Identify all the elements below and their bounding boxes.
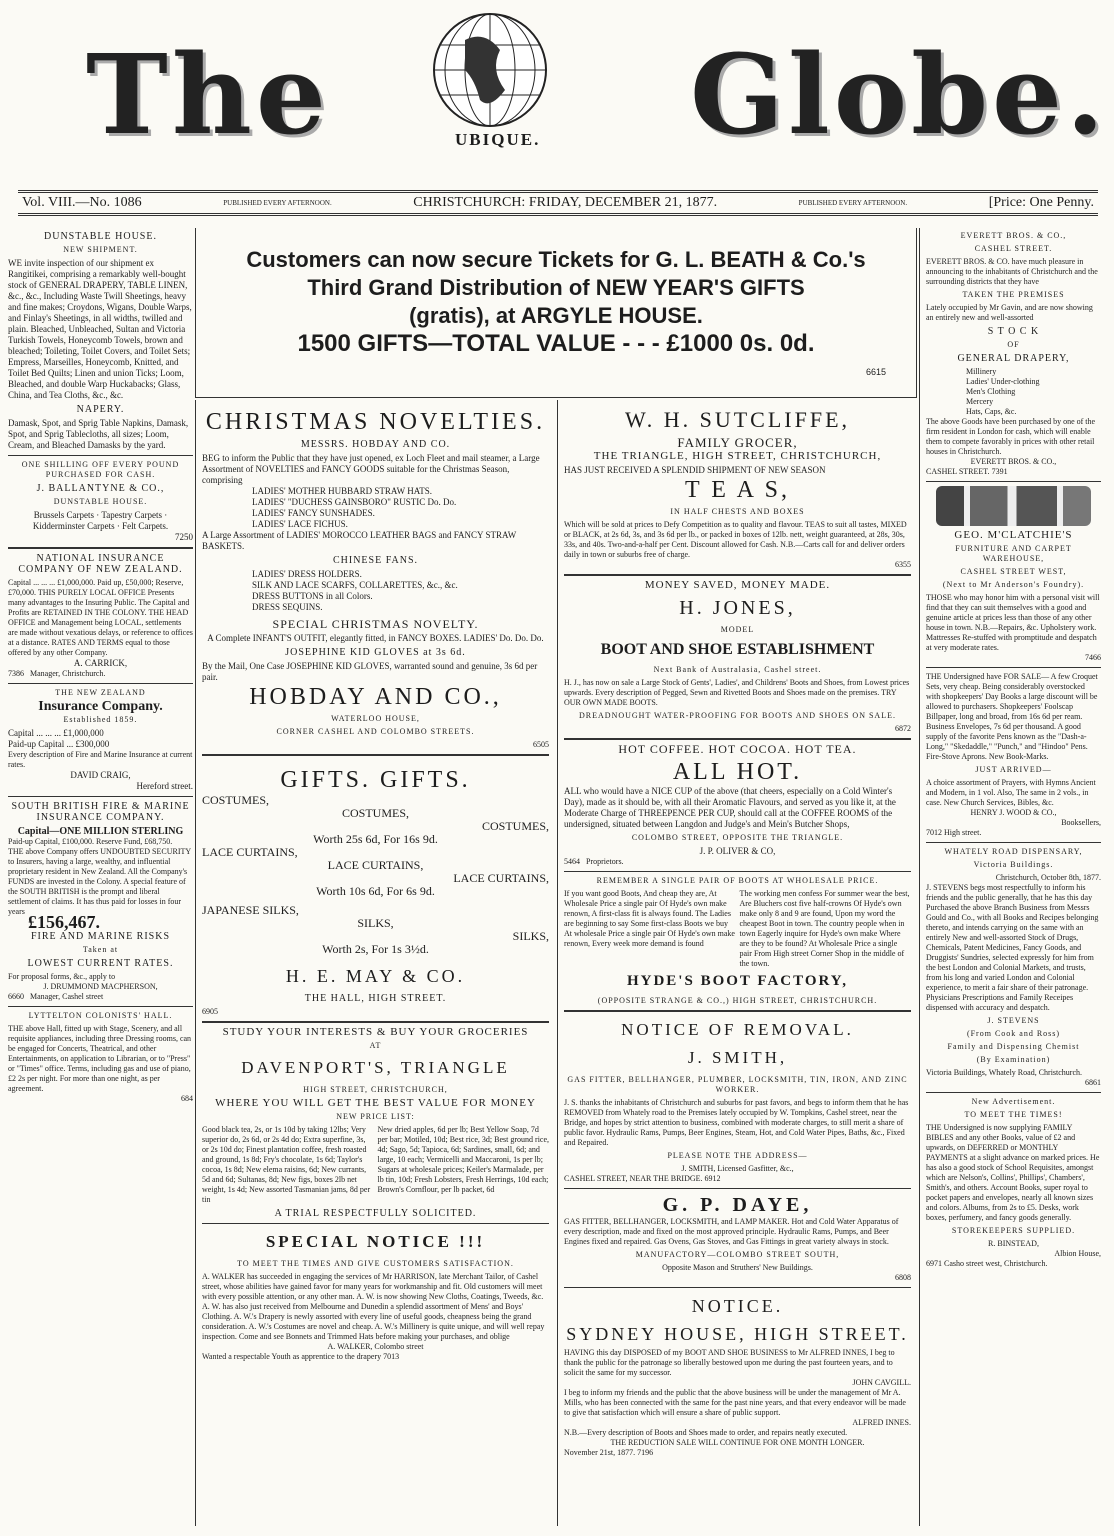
furniture-illustration (936, 486, 1091, 526)
nic-sign: A. CARRICK, (73, 658, 128, 668)
column-4 (919, 228, 1107, 1526)
smith-name: J. SMITH, (687, 1048, 788, 1067)
sb-ref: 6660 (8, 992, 24, 1001)
lyttelton-body: THE above Hall, fitted up with Stage, Scenery, and all requisite appliances, including three Dressing rooms, can be engaged for Concerts, Theatrical, and other Entertainments, on application to Librarian, or to "Press" or "Times" office. Terms, including gas and use of piano, £2 2s per night. For more than one night, as per agreement. (8, 1024, 192, 1093)
lace-2: LACE CURTAINS, (327, 858, 424, 872)
daye-body: GAS FITTER, BELLHANGER, LOCKSMITH, and LAMP MAKER. Hot and Cold Water Apparatus of every description, made and fixed on the most approved principle. Hydraulic Rams, Pumps, and Beer Engines fixed and repaired. Gas Ovens, Gas Stoves, and Gas Fittings in great variety always in stock. (564, 1217, 899, 1246)
xmas-title: CHRISTMAS NOVELTIES. (205, 409, 546, 435)
binstead-house: Albion House, (1054, 1249, 1101, 1258)
wood-ref: 7012 (926, 828, 942, 837)
innes-body: I beg to inform my friends and the public that the above business will be under the management of Mr A. Mills, who has been connected with the same for the past nine years, and that every endeavor will be made to give that satisfaction which will ensure a share of public support. (564, 1388, 906, 1417)
hyde-factory: HYDE'S BOOT FACTORY, (626, 973, 849, 989)
may-addr: THE HALL, HIGH STREET. (304, 993, 447, 1004)
lyttelton-title: LYTTELTON COLONISTS' HALL. (28, 1011, 173, 1020)
oliver-prop: Proprietors. (586, 857, 624, 866)
banner-ref: 6615 (865, 367, 886, 377)
storekeepers: STOREKEEPERS SUPPLIED. (951, 1226, 1076, 1235)
nz-paid: Paid-up Capital ... £300,000 (8, 739, 110, 749)
nic-mgr: Manager, Christchurch. (30, 669, 106, 678)
wood-body: THE Undersigned have FOR SALE— A few Croquet Sets, very cheap. Being considerably overstocked with shopkeepers' Day Books a large discount will be allowed to purchasers. Shopkeepers' Foolscap Billpaper, long and broad, from 16s 6d per ream. Business Envelopes, 7s 6d per thousand. A good supply of the favorite Pens known as the "Dash-a-Long," "Skedaddle," "Punch," and "Hindoo" Pens. Fire-Stove Aprons. New Book-Marks. (926, 672, 1098, 761)
stock: S T O C K (987, 326, 1040, 337)
nz-est: Established 1859. (63, 715, 138, 724)
innes-ref: 7196 (637, 1448, 654, 1457)
daye-manufactory: MANUFACTORY—COLOMBO STREET SOUTH, (635, 1250, 840, 1259)
motto: UBIQUE. (455, 130, 541, 149)
costumes-3: COSTUMES, (481, 819, 549, 833)
hobday-addr-2: CORNER CASHEL AND COLOMBO STREETS. (276, 727, 475, 736)
hobday-name: HOBDAY AND CO., (249, 684, 502, 710)
price-list: NEW PRICE LIST: (336, 1112, 415, 1121)
chests: IN HALF CHESTS AND BOXES (670, 507, 805, 516)
xmas-item: LADIES' LACE FICHUS. (252, 519, 348, 529)
wood-addr: High street. (944, 828, 982, 837)
napery-body: Damask, Spot, and Sprig Table Napkins, Damask, Spot, and Sprig Tablecloths, all sizes; Loom, Cream, and Bleached Damasks by the yard. (8, 418, 189, 450)
all-hot: ALL HOT. (672, 759, 803, 785)
silk-1: JAPANESE SILKS, (202, 903, 299, 917)
costumes-1: COSTUMES, (202, 793, 270, 807)
carpets-ref: 7250 (175, 532, 193, 542)
everett-street: CASHEL STREET. (974, 244, 1053, 253)
mcclatchie-addr: CASHEL STREET WEST, (960, 567, 1067, 576)
lace-3: LACE CURTAINS, (453, 871, 549, 885)
stevens-role: Family and Dispensing Chemist (947, 1042, 1080, 1051)
prices-left: Good black tea, 2s, or 1s 10d by taking 12lbs; Very superior do, 2s 6d, or 2s 4d do; Extra superfine, 3s, or 2s 10d do; Finest plantation coffee, fresh roasted and ground, 1s 8d; Fry's chocolate, 1s 6d; Taylor's cocoa, 1s 8d; New elema raisins, 6d; New currants, 5d and 6d; Sultanas, 8d; New figs, boxes 2lb net weight, 1s 4d; New assorted Tasmanian jams, 8d per tin (202, 1125, 371, 1204)
column-1 (8, 228, 193, 1526)
nz-title: THE NEW ZEALAND (55, 688, 146, 697)
study-at: AT (369, 1041, 382, 1050)
teas: T E A S, (685, 477, 790, 503)
jones-ref: 6872 (895, 724, 911, 733)
smith-trade: GAS FITTER, BELLHANGER, PLUMBER, LOCKSMITH, TIN, IRON, AND ZINC WORKER. (567, 1075, 908, 1094)
xmas-item: SILK AND LACE SCARFS, COLLARETTES, &c., &c. (252, 580, 458, 590)
daye-name: G. P. DAYE, (662, 1194, 813, 1216)
silk-3: SILKS, (512, 929, 549, 943)
nz-body: Every description of Fire and Marine Insurance at current rates. (8, 750, 193, 769)
model: MODEL (720, 625, 755, 634)
chinese-fans: CHINESE FANS. (332, 555, 419, 566)
poem-right: The working men confess For summer wear the best, Are Bluchers cost five half-crowns Of Hyde's own make only 8 and 9 are found, Upon my word the cheapest Boot in town. The country people when in town Eagerly inquire for Hyde's own make Where are they to be found? At Wholesale Price a single pair From High street Corner Shop in the middle of the town. (739, 889, 910, 968)
xmas-item: DRESS SEQUINS. (252, 602, 323, 612)
beath-banner (195, 228, 917, 398)
ballantyne-sub: DUNSTABLE HOUSE. (53, 497, 148, 506)
sutcliffe-name: W. H. SUTCLIFFE, (624, 407, 851, 432)
prices-right: New dried apples, 6d per lb; Best Yellow Soap, 7d per bar; Motiled, 10d; Best rice, 3d; Best ground rice, 4d; Sago, 5d; Tapioca, 6d; Sardines, small, 6d; and large, 10 each; Vermicelli and Maccaroni, 1s per lb; Sugars at wholesale prices; Keiler's Marmalade, per lb tin, 10d; Fresh Lobsters, Fresh Herrings, 10d each; Brown's Cornflour, per lb packet, 6d (377, 1125, 550, 1194)
jones-name: H. JONES, (679, 597, 796, 619)
sb-fire: FIRE AND MARINE RISKS (30, 931, 171, 942)
reduction: THE REDUCTION SALE WILL CONTINUE FOR ONE MONTH LONGER. (610, 1438, 865, 1447)
xmas-item: DRESS BUTTONS in all Colors. (252, 591, 373, 601)
sb-apply: For proposal forms, &c., apply to (8, 972, 116, 981)
smith-note: PLEASE NOTE THE ADDRESS— (667, 1151, 808, 1160)
stevens-body: J. STEVENS begs most respectfully to inform his friends and the public generally, that he has this day Purchased the above Branch Business from Messrs Gould and Co., with all Books and Recipes belonging thereto, and intends carrying on the same with an entirely New and well-assorted Stock of Drugs, Chemicals, Patent Medicines, Fancy Goods, and Druggists' Sundries, selected expressly for him from the best London and Colonial Markets, and trusts, from his long and varied London and Colonial experience, to merit a fair share of their patronage. Physicians Prescriptions and Family Receipes dispensed with accuracy and despatch. (926, 883, 1099, 1012)
masthead (0, 0, 1114, 190)
innes-date: November 21st, 1877. (564, 1448, 636, 1457)
boot-establishment: BOOT AND SHOE ESTABLISHMENT (600, 641, 875, 658)
gifts-title: GIFTS. GIFTS. (280, 767, 471, 793)
walker-wanted: Wanted a respectable Youth as apprentice to the drapery (202, 1352, 382, 1361)
column-2 (195, 400, 555, 1526)
sutcliffe-body-1: HAS JUST RECEIVED A SPLENDID SHIPMENT OF NEW SEASON (564, 465, 826, 475)
walker-sign: A. WALKER, Colombo street (327, 1342, 424, 1351)
ballantyne: J. BALLANTYNE & CO., (36, 483, 165, 494)
sb-paid: Paid-up Capital, £100,000. Reserve Fund, £68,750. (8, 837, 173, 846)
may-name: H. E. MAY & CO. (285, 966, 466, 986)
mcclatchie: GEO. M'CLATCHIE'S (954, 529, 1073, 541)
special-novelty: SPECIAL CHRISTMAS NOVELTY. (272, 617, 479, 631)
nz-capital: Capital ... ... ... £1,000,000 (8, 728, 104, 738)
sb-title: SOUTH BRITISH FIRE & MARINE INSURANCE COMPANY. (11, 801, 190, 823)
study-title: STUDY YOUR INTERESTS & BUY YOUR GROCERIES (222, 1026, 529, 1038)
silk-2: SILKS, (357, 916, 394, 930)
stevens-sign: J. STEVENS (987, 1016, 1040, 1025)
price: [Price: One Penny. (988, 195, 1094, 210)
hobday-ref: 6505 (533, 740, 549, 749)
shilling-off: ONE SHILLING OFF EVERY POUND PURCHASED FOR CASH. (21, 460, 180, 479)
notice-sub: TO MEET THE TIMES AND GIVE CUSTOMERS SATISFACTION. (237, 1259, 514, 1268)
family-grocer: FAMILY GROCER, (677, 435, 798, 450)
napery-title: NAPERY. (76, 404, 125, 415)
sutcliffe-body-2: Which will be sold at prices to Defy Competition as to quality and flavour. TEAS to suit all tastes, MIXED or BLACK, at 2s 6d, 3s, and 3s 6d per lb., or packed in boxes of 12lb. nett, weight guaranteed, at 28s, 30s, 33s, and 40s. Two-and-a-half per Cent. Discount allowed for Cash. N.B.—Carts call for and deliver orders daily in town or suburbs free of charge. (564, 520, 907, 559)
xmas-item: LADIES' MOTHER HUBBARD STRAW HATS. (252, 486, 432, 496)
everett-body-2: Lately occupied by Mr Gavin, and are now showing an entirely new and well-assorted (926, 303, 1093, 322)
mcclatchie-sub: FURNITURE AND CARPET WAREHOUSE, (955, 544, 1072, 563)
pub-note: PUBLISHED EVERY AFTERNOON. (223, 199, 332, 207)
everett-sign: EVERETT BROS. & CO., (970, 457, 1057, 466)
smith-addr: CASHEL STREET, NEAR THE BRIDGE. (564, 1174, 703, 1183)
mcclatchie-ref: 7466 (1085, 653, 1101, 662)
xmas-messrs: MESSRS. HOBDAY AND CO. (300, 439, 451, 450)
nic-title: NATIONAL INSURANCE COMPANY OF NEW ZEALAND. (18, 553, 183, 575)
best-value: WHERE YOU WILL GET THE BEST VALUE FOR MONEY (215, 1097, 536, 1109)
davenport-name: DAVENPORT'S, TRIANGLE (241, 1058, 510, 1077)
nz-insurance: Insurance Company. (38, 699, 163, 714)
sb-mgr: Manager, Cashel street (30, 992, 104, 1001)
silk-price: Worth 2s, For 1s 3½d. (322, 942, 429, 956)
xmas-item: LADIES' "DUCHESS GAINSBORO" RUSTIC Do. Do. (252, 497, 457, 507)
notice-title: SPECIAL NOTICE !!! (265, 1232, 486, 1251)
everett-body-3: The above Goods have been purchased by one of the firm resident in London for cash, which will enable them to compete favorably in prices with other retail houses in Christchurch. (926, 417, 1096, 456)
innes-nb: N.B.—Every description of Boots and Shoes made to order, and repairs neatly executed. (564, 1428, 848, 1437)
nic-ref: 7386 (8, 669, 24, 678)
of: OF (1007, 340, 1020, 349)
lyttelton-ref: 684 (181, 1094, 193, 1103)
may-ref: 6905 (202, 1007, 218, 1016)
binstead: R. BINSTEAD, (988, 1239, 1039, 1248)
hyde-addr: (OPPOSITE STRANGE & CO.,) HIGH STREET, CHRISTCHURCH. (597, 996, 878, 1005)
whately-title: WHATELY ROAD DISPENSARY, (944, 847, 1083, 856)
stevens-addr: Victoria Buildings, Whately Road, Christchurch. (926, 1068, 1083, 1077)
daye-ref: 6808 (895, 1273, 911, 1282)
sb-sign: J. DRUMMOND MACPHERSON, (43, 982, 158, 991)
taken-premises: TAKEN THE PREMISES (962, 290, 1065, 299)
triangle: THE TRIANGLE, HIGH STREET, CHRISTCHURCH, (593, 450, 882, 462)
wood-sign: HENRY J. WOOD & CO., (970, 808, 1057, 817)
removal-title: NOTICE OF REMOVAL. (621, 1020, 854, 1039)
wood-body-2: A choice assortment of Prayers, with Hymns Ancient and Modern, in 1 vol. Also, The same in 2 vols., in case. New Church Services, Bibles, &c. (926, 778, 1096, 807)
smith-body: J. S. thanks the inhabitants of Christchurch and suburbs for past favors, and begs to inform them that he has REMOVED from Whately road to the Premises lately occupied by W. Tompkins, Cashel street, near the Bridge, and hopes by strict attention to business, combined with moderate charges, to still merit a share of public favor. Hydraulic Rams, Pumps, Beer Engines, Steam, Hot, and Cold Water Pipes, Baths, &c., Fixed and Repaired. (564, 1098, 909, 1147)
everett-item: Millinery (966, 367, 997, 376)
sb-amount: £156,467. (28, 912, 100, 932)
money-saved: MONEY SAVED, MONEY MADE. (644, 579, 831, 591)
nic-body: Capital ... ... ... £1,000,000. Paid up, £50,000; Reserve, £70,000. THIS PURELY LOCAL OFFICE Presents many advantages to the Insuring Public. The Capital and Profits are RETAINED IN THE COLONY. THE HEAD OFFICE and Management being LOCAL, settlements are made without vexatious delays, or reference to offices at a distance. RATES AND TERMS equal to those offered by any other Company. (8, 578, 193, 657)
nz-addr: Hereford street. (136, 781, 193, 791)
mcclatchie-body: THOSE who may honor him with a personal visit will find that they can suit themselves with a good and genuine article at prices less than those of any other house in town. N.B.—Repairs, &c. Upholstery work. Mattresses Re-stuffed with promptitude and despatch at very moderate rates. (926, 593, 1100, 652)
notice: NOTICE. (691, 1296, 784, 1316)
everett-item: Men's Clothing (966, 387, 1016, 396)
oliver: J. P. OLIVER & CO, (699, 846, 776, 856)
meet-the-times: TO MEET THE TIMES! (964, 1110, 1063, 1119)
innes: ALFRED INNES. (852, 1418, 911, 1427)
smith-sign: J. SMITH, Licensed Gasfitter, &c., (681, 1164, 794, 1173)
davenport-addr: HIGH STREET, CHRISTCHURCH, (303, 1085, 448, 1094)
wood-sign-2: Booksellers, (1061, 818, 1101, 827)
carpets: Brussels Carpets · Tapestry Carpets · Kidderminster Carpets · Felt Carpets. (32, 510, 169, 531)
globe-icon (430, 10, 550, 130)
costumes-price: Worth 25s 6d, For 16s 9d. (313, 832, 438, 846)
new-advertisement: New Advertisement. (971, 1097, 1056, 1106)
sb-body: THE above Company offers UNDOUBTED SECURITY to Insurers, having a large, wealthy, and influential proprietary resident in New Zealand. All the Company's FUNDS are invested in the Colony. A special feature of the SOUTH BRITISH is the prompt and liberal settlement of claims. It has thus paid for losses in four years (8, 847, 191, 916)
stevens-ref: 6861 (1085, 1078, 1101, 1087)
new-shipment: NEW SHIPMENT. (63, 245, 138, 254)
dateline (18, 190, 1098, 216)
sb-capital: Capital—ONE MILLION STERLING (17, 826, 184, 837)
hot-addr: COLOMBO STREET, OPPOSITE THE TRIANGLE. (631, 833, 844, 842)
hot-drinks: HOT COFFEE. HOT COCOA. HOT TEA. (618, 742, 857, 756)
bank: Next Bank of Australasia, Cashel street. (653, 665, 822, 674)
dreadnought: DREADNOUGHT WATER-PROOFING FOR BOOTS AND SHOES ON SALE. (579, 711, 896, 720)
trial: A TRIAL RESPECTFULLY SOLICITED. (274, 1208, 477, 1219)
remember: REMEMBER A SINGLE PAIR OF BOOTS AT WHOLESALE PRICE. (596, 876, 879, 885)
gloves-title: JOSEPHINE KID GLOVES at 3s 6d. (285, 647, 466, 658)
binstead-ref: 6971 (926, 1259, 942, 1268)
title-left: The (86, 30, 330, 159)
hobday-addr-1: WATERLOO HOUSE, (331, 714, 420, 723)
binstead-body: THE Undersigned is now supplying FAMILY BIBLES and any other Books, value of £2 and upwards, on DEFERRED or MONTHLY PAYMENTS at a slight advance on marked prices. He has also a good stock of School Requisites, amongst which are Nelson's, Collins', Phillips', Chambers', Smith's, and others. Account Books, super royal to pocket papers and envelopes, nearly all known sizes and colors. Albums, from 2s to £5. Desks, work boxes, perfumery, and fancy goods generally. (926, 1123, 1100, 1222)
lace-1: LACE CURTAINS, (202, 845, 298, 859)
column-3 (557, 400, 917, 1526)
walker-body: A. WALKER has succeeded in engaging the services of Mr HARRISON, late Merchant Tailor, of Cashel street, whose abilities have gained favor for many years for workmanship and fit. Old customers will meet with every possible attention, or any other man. A. W. is now showing New Cloths, Coatings, Tweeds, &c. A. W. has also just received from Melbourne and Dunedin a splendid assortment of Mens' and Boys' Clothing. A. W.'s Drapery is newly assorted with every line of useful goods, cheapness being the grand consideration. A. W.'s Costumes are novel and cheap. A. W.'s Millinery is quite unique, and will well repay inspection. Come and see Bonnets and Trimmed Hats before making your purchases, and oblige (202, 1272, 545, 1341)
special-body: A Complete INFANT'S OUTFIT, elegantly fitted, in FANCY BOXES. LADIES' Do. Do. Do. (207, 633, 544, 643)
xmas-body: BEG to inform the Public that they have just opened, ex Loch Fleet and mail steamer, a Large Assortment of NOVELTIES and FANCY GOODS suitable for the Christmas Season, comprising (202, 453, 540, 485)
binstead-addr: Casho street west, Christchurch. (944, 1259, 1048, 1268)
walker-ref: 7013 (383, 1352, 400, 1361)
hot-body: ALL who would have a NICE CUP of the above (that cheers, especially on a Cold Winter's Day), made as it should be, with all their Aromatic Flavours, and served as you like it, at the Moderate Charge of THREEPENCE PER CUP, should call at the COFFEE ROOMS of the undersigned, situated between Langdon and Judge's and Mein's Butcher Shops, (564, 786, 896, 829)
mcclatchie-next: (Next to Mr Anderson's Foundry). (942, 580, 1085, 589)
volume: Vol. VIII.—No. 1086 (22, 195, 142, 210)
lace-price: Worth 10s 6d, For 6s 9d. (316, 884, 435, 898)
everett-ref: 7391 (991, 467, 1008, 476)
xmas-item: LADIES' DRESS HOLDERS. (252, 569, 362, 579)
poem-left: If you want good Boots, And cheap they are, At Wholesale Price a single pair Of Hyde's own make renown, A first-class fit is always found. The Ladies are beginning to say Some first-class Boots we buy At wholesale Price a single pair Of Hyde's own make renown, Every week more demand is found (564, 889, 735, 948)
nz-sign: DAVID CRAIG, (70, 770, 131, 780)
sydney-body: HAVING this day DISPOSED of my BOOT AND SHOE BUSINESS to Mr ALFRED INNES, I beg to thank the public for the patronage so liberally bestowed upon me during the past fourteen years, and to solicit the same for my successor. (564, 1348, 895, 1377)
general-drapery: GENERAL DRAPERY, (957, 353, 1070, 364)
everett-body: EVERETT BROS. & CO. have much pleasure in announcing to the inhabitants of Christchurch and the surrounding districts that they have (926, 257, 1098, 286)
victoria: Victoria Buildings. (973, 860, 1054, 869)
banner-line-4: 1500 GIFTS—TOTAL VALUE - - - £1000 0s. 0d. (297, 330, 815, 357)
sutcliffe-ref: 6355 (895, 560, 911, 569)
everett-item: Mercery (966, 397, 994, 406)
stevens-from: (From Cook and Ross) (966, 1029, 1061, 1038)
place-date: CHRISTCHURCH: FRIDAY, DECEMBER 21, 1877. (413, 195, 718, 210)
stevens-by: (By Examination) (976, 1055, 1051, 1064)
everett-item: Ladies' Under-clothing (966, 377, 1040, 386)
banner-line-3: (gratis), at ARGYLE HOUSE. (409, 303, 703, 328)
whately-date: Christchurch, October 8th, 1877. (995, 873, 1101, 882)
xmas-body-2: A Large Assortment of LADIES' MOROCCO LEATHER BAGS and FANCY STRAW BASKETS. (202, 530, 517, 551)
title-right: Globe. (690, 30, 1109, 159)
pub-note-2: PUBLISHED EVERY AFTERNOON. (798, 199, 908, 207)
banner-line-1: Customers can now secure Tickets for G. L. BEATH & Co.'s (246, 247, 866, 272)
everett-title: EVERETT BROS. & CO., (960, 231, 1067, 240)
everett-sign-2: CASHEL STREET. (926, 467, 990, 476)
banner-line-2: Third Grand Distribution of NEW YEAR'S GIFTS (307, 275, 805, 300)
gloves-body: By the Mail, One Case JOSEPHINE KID GLOVES, warranted sound and genuine, 3s 6d per pair. (202, 661, 538, 682)
dunstable-body: WE invite inspection of our shipment ex Rangitikei, comprising a remarkably well-bought stock of GENERAL DRAPERY, TABLE LINEN, &c., &c., Including Waste Twill Sheetings, heavy and fine makes; Croydons, Wigans, Double Warps, and Finlay's Sheetings, in all widths, twilled and plain. Bleached, Unbleached, Sultan and Victoria Turkish Towels, Honeycomb Towels, brown and bleached; Toileting, Toilet Covers, and Toilet Sets; Empress, Marseilles, Honeycomb, Knitted, and Toilet Bed Quilts; Linen and union Ticks; Loom, Bleached, and double Warp Huckabacks; Glass, China, and Tea Cloths, &c., &c. (8, 258, 192, 400)
cavgill: JOHN CAVGILL. (852, 1378, 911, 1387)
oliver-ref: 5464 (564, 857, 580, 866)
xmas-item: LADIES' FANCY SUNSHADES. (252, 508, 375, 518)
daye-opposite: Opposite Mason and Struthers' New Buildings. (662, 1263, 813, 1272)
sb-lowest: LOWEST CURRENT RATES. (27, 958, 174, 969)
sydney-house: SYDNEY HOUSE, HIGH STREET. (566, 1324, 909, 1344)
dunstable-title: DUNSTABLE HOUSE. (44, 231, 157, 242)
everett-item: Hats, Caps, &c. (966, 407, 1017, 416)
jones-body: H. J., has now on sale a Large Stock of Gents', Ladies', and Childrens' Boots and Shoes, from Lowest prices upwards. Every description of Pegged, Sewn and Rivetted Boots and Shoes made on the premises. TRY OUR OWN MADE BOOTS. (564, 678, 910, 707)
just-arrived: JUST ARRIVED— (975, 765, 1052, 774)
costumes-2: COSTUMES, (341, 806, 409, 820)
smith-ref: 6912 (704, 1174, 721, 1183)
sb-taken: Taken at (82, 945, 119, 954)
